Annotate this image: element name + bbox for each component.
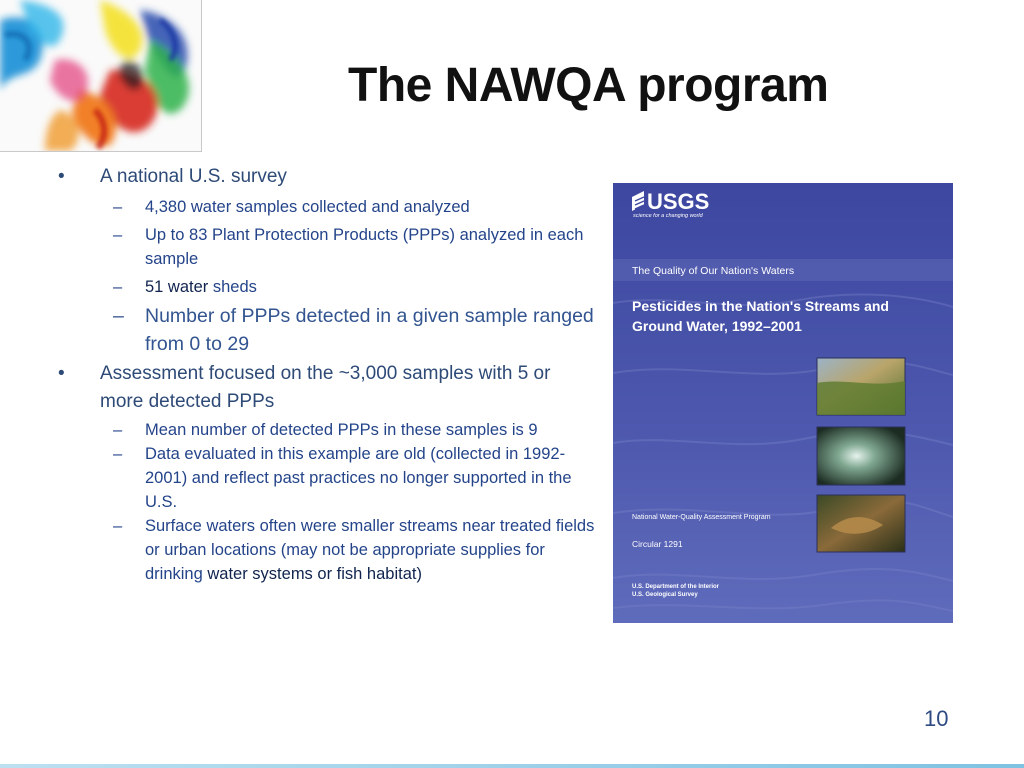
cover-photo-water bbox=[817, 427, 905, 485]
sub-bullet-text: Mean number of detected PPPs in these samples is 9 bbox=[145, 421, 538, 439]
sub-bullet-text-part: water systems or fish habitat) bbox=[207, 565, 422, 583]
cover-program: National Water-Quality Assessment Program bbox=[632, 514, 771, 521]
sub-bullet-marker: – bbox=[113, 421, 123, 439]
bullet-item bbox=[58, 360, 598, 416]
sub-bullet-marker: – bbox=[113, 198, 123, 216]
bullet-marker: • bbox=[58, 363, 65, 384]
bullet-marker: • bbox=[58, 166, 65, 187]
bullet-item bbox=[58, 163, 598, 191]
sub-bullet-item bbox=[58, 442, 598, 514]
report-cover-art bbox=[613, 183, 953, 623]
bullet-list bbox=[58, 163, 598, 586]
sub-bullet-text-part: sheds bbox=[208, 278, 257, 296]
sub-bullet-text: Up to 83 Plant Protection Products (PPPs) analyzed in each sample bbox=[145, 226, 584, 268]
usgs-logo-text: USGS bbox=[647, 189, 710, 214]
usgs-logo bbox=[632, 189, 709, 219]
sub-bullet-item bbox=[58, 302, 598, 358]
sub-bullet-item bbox=[58, 275, 598, 299]
report-cover-image bbox=[613, 183, 953, 623]
cover-dept-line2: U.S. Geological Survey bbox=[632, 592, 698, 598]
sub-bullet-marker: – bbox=[113, 517, 123, 535]
cover-circular: Circular 1291 bbox=[632, 539, 683, 549]
sub-bullet-text-part: Surface waters often were smaller streams near treated fields or urban locations (may not be appropriate supplies for drinking bbox=[145, 517, 595, 583]
sub-bullet-text: Data evaluated in this example are old (collected in 1992-2001) and reflect past practices no longer supported in the U.S. bbox=[145, 445, 572, 511]
cover-dept-line1: U.S. Department of the Interior bbox=[632, 584, 720, 590]
ink-swirl-art bbox=[0, 0, 201, 151]
bullet-text: A national U.S. survey bbox=[100, 166, 287, 187]
cover-title-line2: Ground Water, 1992–2001 bbox=[632, 318, 802, 334]
page-number: 10 bbox=[924, 706, 949, 731]
sub-bullet-marker: – bbox=[113, 226, 123, 244]
sub-bullet-marker: – bbox=[113, 445, 123, 463]
sub-bullet-item bbox=[58, 223, 598, 271]
sub-bullet-marker: – bbox=[113, 278, 123, 296]
cover-series: The Quality of Our Nation's Waters bbox=[632, 265, 795, 277]
sub-bullet-item bbox=[58, 195, 598, 219]
bullet-text: Assessment focused on the ~3,000 samples with 5 or more detected PPPs bbox=[100, 363, 551, 412]
sub-bullet-text: Number of PPPs detected in a given sample ranged from 0 to 29 bbox=[145, 305, 594, 355]
cover-title-line1: Pesticides in the Nation's Streams and bbox=[632, 298, 889, 314]
sub-bullet-text: 4,380 water samples collected and analyzed bbox=[145, 198, 470, 216]
sub-bullet-item bbox=[58, 418, 598, 442]
sub-bullet-text-part: 51 water bbox=[145, 278, 209, 296]
sub-bullet-item bbox=[58, 514, 598, 586]
footer-divider bbox=[0, 764, 1024, 768]
usgs-tagline: science for a changing world bbox=[633, 213, 703, 219]
sub-bullet-marker: – bbox=[113, 305, 124, 327]
slide-title: The NAWQA program bbox=[348, 59, 829, 112]
ink-swirl-logo-image bbox=[0, 0, 202, 152]
